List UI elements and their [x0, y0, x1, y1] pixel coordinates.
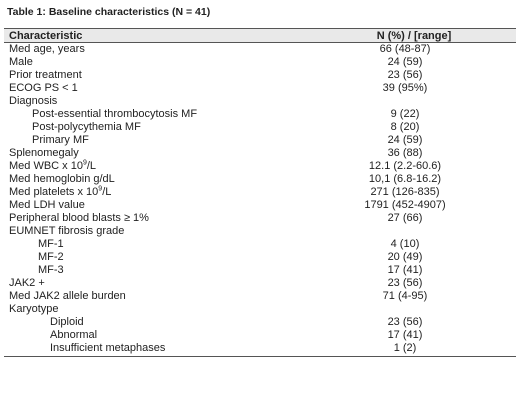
table-row	[4, 160, 516, 173]
row-value: 71 (4-95)	[382, 290, 428, 302]
row-value: 1791 (452-4907)	[364, 199, 446, 211]
row-label: Insufficient metaphases	[50, 342, 166, 354]
row-label-text: Med WBC x 10	[9, 160, 83, 172]
row-label-text: Med platelets x 10	[9, 186, 99, 198]
row-label: Abnormal	[50, 329, 98, 341]
table-row	[4, 316, 516, 329]
table-row	[4, 147, 516, 160]
table-row	[4, 212, 516, 225]
table-caption: Table 1: Baseline characteristics (N = 41)	[7, 6, 211, 18]
row-label: MF-1	[38, 238, 64, 250]
table-row	[4, 329, 516, 342]
table-row	[4, 134, 516, 147]
table-row-group-heading	[4, 95, 516, 108]
row-value: 1 (2)	[393, 342, 417, 354]
table-row	[4, 199, 516, 212]
row-label: EUMNET fibrosis grade	[9, 225, 125, 237]
table-header-row	[4, 29, 516, 43]
table-row-group-heading	[4, 303, 516, 316]
row-label: Med age, years	[9, 43, 85, 55]
row-value: 23 (56)	[387, 277, 423, 289]
table-row	[4, 69, 516, 82]
row-value: 9 (22)	[390, 108, 420, 120]
row-label: Primary MF	[32, 134, 89, 146]
row-value: 12.1 (2.2-60.6)	[368, 160, 442, 172]
row-label: Male	[9, 56, 33, 68]
row-label-superscript: 9	[82, 159, 87, 167]
table-bottom-rule	[4, 355, 516, 357]
table-row	[4, 342, 516, 355]
row-value: 39 (95%)	[382, 82, 428, 94]
row-label: Med hemoglobin g/dL	[9, 173, 115, 185]
row-label: Med JAK2 allele burden	[9, 290, 126, 302]
row-value: 17 (41)	[387, 264, 423, 276]
table-row	[4, 186, 516, 199]
table-row-group-heading	[4, 225, 516, 238]
row-value: 10,1 (6.8-16.2)	[368, 173, 442, 185]
row-label: Splenomegaly	[9, 147, 79, 159]
row-label: Diagnosis	[9, 95, 58, 107]
row-value: 27 (66)	[387, 212, 423, 224]
row-label-unit: /L	[86, 160, 97, 172]
row-label	[4, 186, 304, 199]
row-value: 17 (41)	[387, 329, 423, 341]
row-label: Peripheral blood blasts ≥ 1%	[9, 212, 149, 224]
row-value: 23 (56)	[387, 316, 423, 328]
header-characteristic: Characteristic	[9, 29, 83, 42]
header-value: N (%) / [range]	[376, 29, 452, 42]
row-value: 23 (56)	[387, 69, 423, 81]
row-label-superscript: 9	[98, 185, 103, 193]
row-label: Post-essential thrombocytosis MF	[32, 108, 198, 120]
row-label	[4, 160, 304, 173]
table-row	[4, 108, 516, 121]
baseline-characteristics-table	[4, 28, 516, 357]
row-label-unit: /L	[102, 186, 112, 198]
row-value: 66 (48-87)	[379, 43, 431, 55]
table-row	[4, 43, 516, 56]
row-label: Diploid	[50, 316, 84, 328]
table-row	[4, 173, 516, 186]
row-label: Prior treatment	[9, 69, 82, 81]
row-value: 4 (10)	[390, 238, 420, 250]
row-label: MF-3	[38, 264, 64, 276]
row-label: Karyotype	[9, 303, 59, 315]
row-value: 8 (20)	[390, 121, 420, 133]
table-row	[4, 238, 516, 251]
table-row	[4, 56, 516, 69]
table-row	[4, 290, 516, 303]
table-row	[4, 121, 516, 134]
row-label: JAK2 +	[9, 277, 45, 289]
table-row	[4, 277, 516, 290]
row-label: ECOG PS < 1	[9, 82, 78, 94]
row-label: Med LDH value	[9, 199, 85, 211]
table-row	[4, 251, 516, 264]
row-value: 24 (59)	[387, 134, 423, 146]
row-label: MF-2	[38, 251, 64, 263]
table-row	[4, 264, 516, 277]
row-value: 271 (126-835)	[370, 186, 440, 198]
table-row	[4, 82, 516, 95]
row-value: 20 (49)	[387, 251, 423, 263]
row-value: 36 (88)	[387, 147, 423, 159]
row-value: 24 (59)	[387, 56, 423, 68]
row-label: Post-polycythemia MF	[32, 121, 141, 133]
